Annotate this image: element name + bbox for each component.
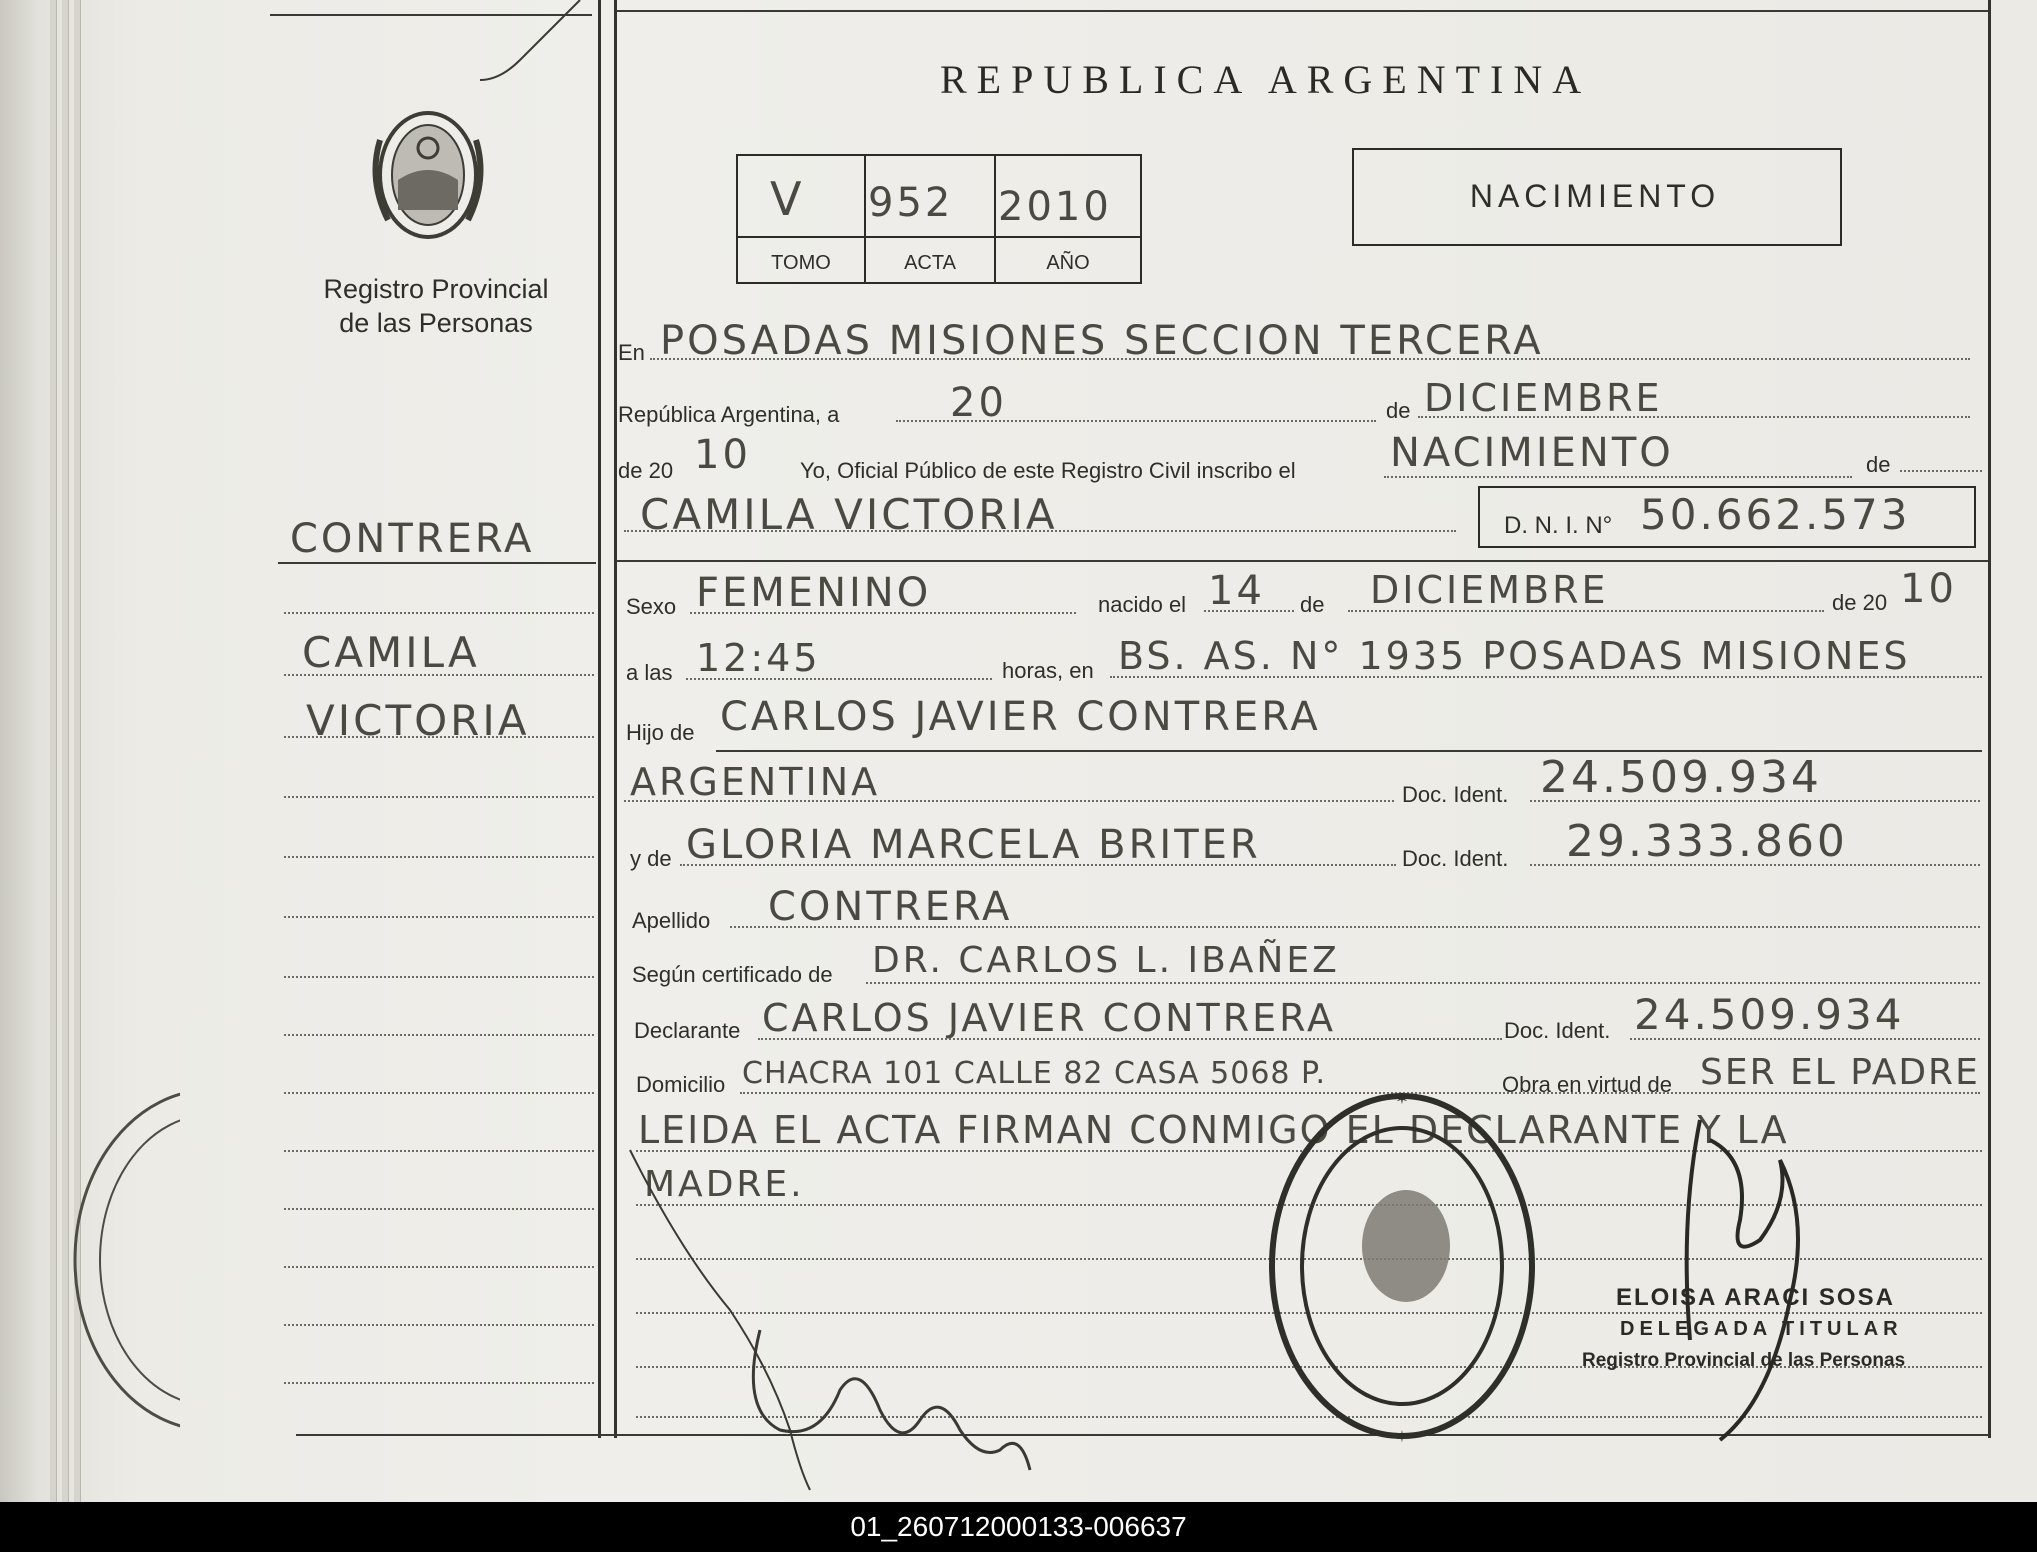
margin-name2: VICTORIA: [306, 696, 530, 745]
segun-label: Según certificado de: [632, 962, 833, 987]
act-type: NACIMIENTO: [1469, 178, 1721, 214]
lugar-value: POSADAS MISIONES SECCION TERCERA: [660, 318, 1544, 364]
line-sexo: [690, 612, 1076, 614]
padre-doc-value: 24.509.934: [1540, 752, 1822, 803]
hijo-label: Hijo de: [626, 720, 695, 745]
margin-dotted-line: [284, 796, 594, 798]
en-label: En: [618, 340, 645, 365]
column-divider: [598, 0, 601, 1438]
declarante-doc-value: 24.509.934: [1634, 990, 1905, 1039]
line-madre: [680, 864, 1396, 866]
province-emblem-icon: [358, 100, 498, 250]
line-madre-doc: [1530, 864, 1980, 866]
margin-dotted-line: [284, 1382, 594, 1384]
margin-dotted-line: [284, 1324, 594, 1326]
doc-label-2: Doc. Ident.: [1402, 846, 1509, 871]
margin-dotted-line: [284, 1266, 594, 1268]
de-label-2: de: [1866, 452, 1891, 477]
acta-value: 952: [868, 180, 954, 226]
doc-label: Doc. Ident.: [1402, 782, 1509, 807]
de-label: de: [1386, 398, 1411, 423]
tomo-value: V: [770, 172, 805, 226]
apellido-label: Apellido: [632, 908, 711, 933]
image-id-footer: 01_260712000133-006637: [0, 1502, 2037, 1552]
margin-dotted-line: [284, 1150, 594, 1152]
official-title: DELEGADA TITULAR: [1620, 1318, 1903, 1340]
de-label-3: de: [1300, 592, 1325, 617]
sexo-label: Sexo: [626, 594, 677, 619]
line-hora: [686, 678, 992, 680]
section-rule: [616, 560, 1988, 562]
inscribe-value: NACIMIENTO: [1390, 430, 1674, 476]
apellido-value: CONTRERA: [768, 884, 1013, 930]
margin-dotted-line: [284, 916, 594, 918]
margin-rule: [278, 562, 596, 564]
line-declarante-doc: [1630, 1038, 1980, 1040]
anio-label: AÑO: [1046, 252, 1090, 274]
tomo-label: TOMO: [771, 252, 831, 274]
madre-value: GLORIA MARCELA BRITER: [686, 822, 1261, 868]
acta-label: ACTA: [904, 252, 956, 274]
yo-label: Yo, Oficial Público de este Registro Civil inscribo el: [800, 458, 1296, 483]
madre-doc-value: 29.333.860: [1566, 816, 1848, 867]
line-inscribe: [1384, 476, 1852, 478]
pen-stroke: [440, 0, 590, 100]
official-office: Registro Provincial de las Personas: [1582, 1350, 1906, 1371]
obra-label: Obra en virtud de: [1502, 1072, 1672, 1097]
domicilio-label: Domicilio: [636, 1072, 726, 1097]
line-padre-doc: [1530, 800, 1980, 802]
line-certificado: [866, 982, 1980, 984]
mes-value: DICIEMBRE: [1424, 376, 1663, 420]
certificado-value: DR. CARLOS L. IBAÑEZ: [872, 940, 1340, 981]
obra-value: SER EL PADRE: [1700, 1052, 1980, 1093]
line-nac-dia: [1204, 610, 1294, 612]
line-apellido: [730, 926, 1980, 928]
padre-nac-value: ARGENTINA: [630, 760, 881, 804]
hora-value: 12:45: [696, 636, 821, 680]
margin-dotted-line: [284, 1034, 594, 1036]
declarante-label: Declarante: [634, 1018, 741, 1043]
line-padre-nac: [624, 800, 1394, 802]
de20-label: de 20: [618, 458, 674, 483]
de20-label-2: de 20: [1832, 590, 1888, 615]
registry-name-line1: Registro Provincial: [323, 274, 549, 304]
line-declarante: [758, 1038, 1502, 1040]
sexo-value: FEMENINO: [696, 570, 932, 616]
margin-dotted-line: [284, 1208, 594, 1210]
line-nombre: [624, 530, 1456, 532]
registry-name-line2: de las Personas: [339, 308, 533, 338]
dni-value: 50.662.573: [1640, 490, 1911, 539]
line-nac-mes: [1348, 610, 1824, 612]
note-line1: LEIDA EL ACTA FIRMAN CONMIGO EL DECLARANTE Y LA: [638, 1108, 1789, 1152]
line-lugar-nac: [1110, 676, 1982, 678]
margin-surname: CONTRERA: [290, 516, 535, 562]
anio-value: 2010: [998, 184, 1112, 230]
margin-dotted-line: [284, 612, 594, 614]
margin-dotted-line: [284, 736, 594, 738]
doc-label-3: Doc. Ident.: [1504, 1018, 1611, 1043]
domicilio-value: CHACRA 101 CALLE 82 CASA 5068 P.: [742, 1056, 1326, 1091]
margin-dotted-line: [284, 1092, 594, 1094]
horas-label: horas, en: [1002, 658, 1094, 683]
a-las-label: a las: [626, 660, 673, 685]
nac-mes-value: DICIEMBRE: [1370, 568, 1609, 612]
republica-label: República Argentina, a: [618, 402, 840, 427]
margin-name1: CAMILA: [302, 628, 480, 677]
declarant-signature: [620, 1130, 1060, 1500]
svg-text:✶: ✶: [1395, 1091, 1409, 1108]
page-edge: [50, 0, 57, 1502]
margin-dotted-line: [284, 674, 594, 676]
margin-dotted-line: [284, 856, 594, 858]
round-official-stamp: [1262, 1086, 1542, 1446]
lugar-nac-value: BS. AS. N° 1935 POSADAS MISIONES: [1118, 634, 1911, 678]
country-title: REPUBLICA ARGENTINA: [940, 57, 1592, 102]
official-signature: [1640, 1100, 1900, 1450]
nac-dia-value: 14: [1208, 568, 1265, 614]
nac-anio-suffix-value: 10: [1900, 566, 1957, 612]
svg-text:✶: ✶: [1395, 1429, 1409, 1446]
padre-value: CARLOS JAVIER CONTRERA: [720, 694, 1321, 740]
anio-suffix-value: 10: [694, 432, 751, 478]
top-rule: [616, 10, 1988, 12]
form-right-border: [1988, 0, 1991, 1438]
nombre-value: CAMILA VICTORIA: [640, 490, 1058, 539]
declarante-value: CARLOS JAVIER CONTRERA: [762, 996, 1337, 1040]
nacido-label: nacido el: [1098, 592, 1187, 617]
dia-value: 20: [950, 380, 1007, 426]
official-name: ELOISA ARACI SOSA: [1616, 1284, 1895, 1311]
margin-dotted-line: [284, 976, 594, 978]
form-left-border: [614, 0, 617, 1438]
note-line2: MADRE.: [644, 1164, 805, 1205]
dni-label: D. N. I. N°: [1504, 512, 1613, 539]
line-de: [1900, 470, 1982, 472]
left-partial-stamp: [60, 1080, 180, 1440]
yde-label: y de: [630, 846, 672, 871]
